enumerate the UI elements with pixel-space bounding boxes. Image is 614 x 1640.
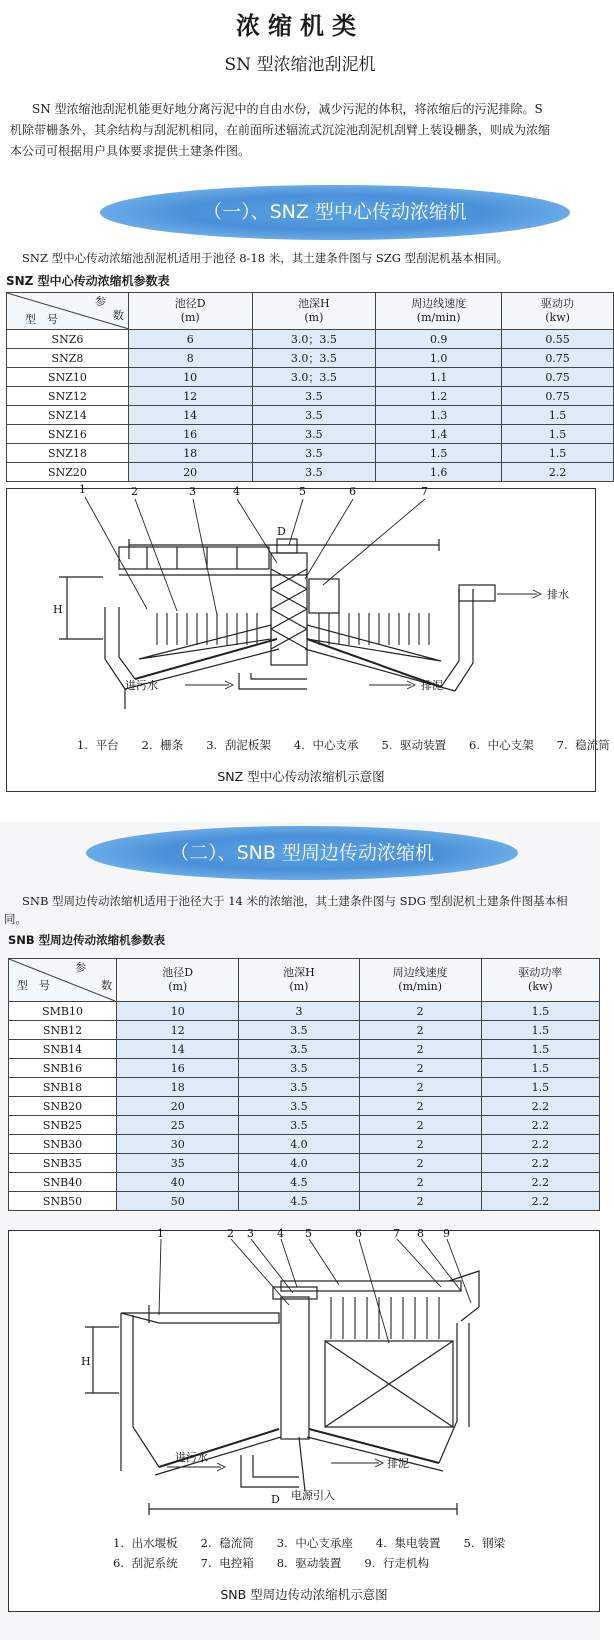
model-cell: SNZ8 — [7, 349, 129, 368]
legend-item: 4. 集电装置 — [375, 1536, 441, 1550]
diameter-cell: 18 — [117, 1078, 239, 1097]
legend-item: 5. 钢梁 — [463, 1536, 506, 1550]
legend-item: 8. 驱动装置 — [276, 1556, 342, 1570]
diameter-cell: 20 — [117, 1097, 239, 1116]
table-row — [7, 444, 614, 463]
power-cell: 0.55 — [502, 330, 614, 349]
model-cell: SNB16 — [9, 1059, 117, 1078]
callout-number: 1 — [157, 1227, 164, 1240]
diameter-cell: 8 — [128, 349, 252, 368]
sludge-out-label: 排泥 — [387, 1457, 409, 1470]
header-label-can: 参 — [75, 961, 87, 974]
diameter-cell: 30 — [117, 1135, 239, 1154]
outlet-label: 排水 — [547, 588, 569, 601]
power-cell: 1.5 — [481, 1021, 599, 1040]
diameter-cell: 16 — [117, 1059, 239, 1078]
dimension-h-label: H — [53, 603, 63, 616]
intro-line: SN 型浓缩池刮泥机能更好地分离污泥中的自由水份，减少污泥的体积，将浓缩后的污泥排除。S — [32, 102, 543, 116]
model-cell: SNB40 — [9, 1173, 117, 1192]
depth-cell: 3 — [239, 1002, 359, 1021]
snz-description: SNZ 型中心传动浓缩池刮泥机适用于池径 8-18 米，其土建条件图与 SZG 型刮泥机基本相同。 — [22, 251, 509, 265]
sludge-out-label: 排泥 — [421, 679, 443, 692]
legend-item: 4. 中心支承 — [293, 738, 359, 752]
snb-description-cont: 同。 — [4, 912, 27, 926]
depth-cell: 3.5 — [252, 444, 376, 463]
table-row — [7, 463, 614, 482]
snz-figure-caption: SNZ 型中心传动浓缩机示意图 — [217, 769, 385, 784]
column-header-power: 驱动功 (kw) — [502, 293, 614, 330]
legend-item: 5. 驱动装置 — [381, 738, 447, 752]
snb-legend-row2 — [113, 1555, 429, 1571]
model-cell: SNB50 — [9, 1192, 117, 1211]
column-header-depth: 池深H (m) — [252, 293, 376, 330]
speed-cell: 1.4 — [376, 425, 502, 444]
table-row — [9, 1116, 600, 1135]
header-label-shu: 数 — [101, 979, 113, 992]
column-header-power: 驱动功率 (kw) — [481, 959, 599, 1002]
callout-number: 5 — [299, 485, 306, 498]
dimension-d-label: D — [271, 1493, 280, 1506]
table-row — [9, 1040, 600, 1059]
diameter-cell: 20 — [128, 463, 252, 482]
table-row — [9, 1002, 600, 1021]
power-cell: 2.2 — [481, 1154, 599, 1173]
model-cell: SNZ10 — [7, 368, 129, 387]
inlet-label: 进污水 — [175, 1451, 208, 1464]
power-cell: 2.2 — [481, 1192, 599, 1211]
table-header-diagonal — [7, 293, 129, 330]
snb-figure-caption: SNB 型周边传动浓缩机示意图 — [220, 1587, 388, 1602]
snb-figure — [8, 1227, 600, 1612]
speed-cell: 2 — [359, 1135, 481, 1154]
legend-item: 2. 稳流筒 — [200, 1536, 254, 1550]
diameter-cell: 12 — [117, 1021, 239, 1040]
table-header-diagonal — [9, 959, 117, 1002]
column-header-speed: 周边线速度 (m/min) — [359, 959, 481, 1002]
table-row — [9, 1021, 600, 1040]
diameter-cell: 10 — [117, 1002, 239, 1021]
speed-cell: 0.9 — [376, 330, 502, 349]
table-row — [9, 1173, 600, 1192]
speed-cell: 2 — [359, 1154, 481, 1173]
header-label-model: 型 号 — [25, 313, 58, 326]
legend-item: 7. 稳流筒 — [556, 738, 610, 752]
legend-item: 1. 平台 — [77, 738, 119, 752]
depth-cell: 3.5 — [252, 425, 376, 444]
intro-line: 本公司可根据用户具体要求提供土建条件图。 — [10, 144, 251, 158]
intro-line: 机除带栅条外，其余结构与刮泥机相同，在前面所述辐流式沉淀池刮泥机刮臂上装设栅条，则成为浓缩 — [10, 123, 551, 137]
inlet-label: 进污水 — [125, 679, 158, 692]
speed-cell: 2 — [359, 1059, 481, 1078]
depth-cell: 4.5 — [239, 1173, 359, 1192]
speed-cell: 2 — [359, 1192, 481, 1211]
table-row — [9, 1135, 600, 1154]
model-cell: SNB18 — [9, 1078, 117, 1097]
callout-number: 7 — [421, 485, 428, 498]
depth-cell: 3.5 — [252, 463, 376, 482]
speed-cell: 2 — [359, 1078, 481, 1097]
model-cell: SNB14 — [9, 1040, 117, 1059]
diameter-cell: 18 — [128, 444, 252, 463]
callout-number: 8 — [417, 1227, 424, 1240]
power-cell: 0.75 — [502, 368, 614, 387]
dimension-d-label: D — [277, 525, 286, 538]
table-row — [7, 425, 614, 444]
speed-cell: 2 — [359, 1097, 481, 1116]
model-cell: SNZ16 — [7, 425, 129, 444]
power-cell: 0.75 — [502, 349, 614, 368]
depth-cell: 3.5 — [252, 406, 376, 425]
column-header-diameter: 池径D (m) — [128, 293, 252, 330]
model-cell: SNZ6 — [7, 330, 129, 349]
diameter-cell: 35 — [117, 1154, 239, 1173]
depth-cell: 3.5 — [239, 1021, 359, 1040]
power-cell: 0.75 — [502, 387, 614, 406]
table-row — [7, 368, 614, 387]
callout-number: 6 — [355, 1227, 362, 1240]
table-row — [9, 1078, 600, 1097]
power-cell: 1.5 — [481, 1002, 599, 1021]
speed-cell: 1.5 — [376, 444, 502, 463]
model-cell: SNB12 — [9, 1021, 117, 1040]
diameter-cell: 14 — [117, 1040, 239, 1059]
header-label-can: 参 — [94, 295, 106, 308]
header-label-model: 型 号 — [17, 979, 50, 992]
callout-number: 2 — [131, 485, 138, 498]
model-cell: SNZ18 — [7, 444, 129, 463]
section-banner-snz: （一）、SNZ 型中心传动浓缩机 — [100, 185, 570, 240]
depth-cell: 4.0 — [239, 1135, 359, 1154]
snb-param-table — [8, 958, 600, 1211]
diameter-cell: 16 — [128, 425, 252, 444]
model-cell: SNB20 — [9, 1097, 117, 1116]
diameter-cell: 50 — [117, 1192, 239, 1211]
table-row — [7, 406, 614, 425]
snb-description: SNB 型周边传动浓缩机适用于池径大于 14 米的浓缩池，其土建条件图与 SDG 型刮泥机土建条件图基本相 — [22, 894, 568, 908]
power-cell: 1.5 — [502, 425, 614, 444]
diameter-cell: 14 — [128, 406, 252, 425]
table-row — [7, 349, 614, 368]
column-header-speed: 周边线速度 (m/min) — [376, 293, 502, 330]
callout-number: 9 — [443, 1227, 450, 1240]
power-cell: 1.5 — [481, 1059, 599, 1078]
model-cell: SNB35 — [9, 1154, 117, 1173]
legend-item: 6. 中心支架 — [469, 738, 534, 752]
column-header-depth: 池深H (m) — [239, 959, 359, 1002]
model-cell: SNB30 — [9, 1135, 117, 1154]
snz-table-title: SNZ 型中心传动浓缩机参数表 — [6, 274, 170, 288]
intro-paragraph — [10, 99, 600, 162]
power-cell: 1.5 — [481, 1040, 599, 1059]
page-subtitle: SN 型浓缩池刮泥机 — [224, 55, 376, 75]
dimension-h-label: H — [81, 1355, 91, 1368]
header-label-shu: 数 — [112, 309, 124, 322]
column-header-diameter: 池径D (m) — [117, 959, 239, 1002]
power-cell: 2.2 — [481, 1135, 599, 1154]
table-row — [9, 1192, 600, 1211]
model-cell: SNB25 — [9, 1116, 117, 1135]
depth-cell: 4.0 — [239, 1154, 359, 1173]
power-cell: 2.2 — [481, 1097, 599, 1116]
snb-schematic — [9, 1227, 599, 1531]
depth-cell: 3.0；3.5 — [252, 330, 376, 349]
legend-item: 6. 刮泥系统 — [113, 1556, 178, 1570]
depth-cell: 3.0；3.5 — [252, 368, 376, 387]
callout-number: 3 — [247, 1227, 254, 1240]
speed-cell: 2 — [359, 1040, 481, 1059]
diameter-cell: 10 — [128, 368, 252, 387]
snb-table-title: SNB 型周边传动浓缩机参数表 — [8, 933, 166, 947]
speed-cell: 1.6 — [376, 463, 502, 482]
diameter-cell: 25 — [117, 1116, 239, 1135]
speed-cell: 2 — [359, 1116, 481, 1135]
callout-number: 2 — [227, 1227, 234, 1240]
model-cell: SNZ14 — [7, 406, 129, 425]
callout-number: 7 — [393, 1227, 400, 1240]
legend-item: 7. 电控箱 — [200, 1556, 254, 1570]
model-cell: SNZ20 — [7, 463, 129, 482]
depth-cell: 3.5 — [239, 1059, 359, 1078]
page-title: 浓缩机类 — [236, 11, 364, 40]
legend-item: 3. 中心支承座 — [276, 1536, 353, 1550]
diameter-cell: 40 — [117, 1173, 239, 1192]
speed-cell: 2 — [359, 1002, 481, 1021]
callout-number: 4 — [277, 1227, 284, 1240]
callout-number: 1 — [79, 483, 86, 496]
snz-figure — [6, 483, 610, 792]
power-cell: 1.5 — [481, 1078, 599, 1097]
diameter-cell: 12 — [128, 387, 252, 406]
table-row — [9, 1097, 600, 1116]
speed-cell: 2 — [359, 1021, 481, 1040]
power-cell: 2.2 — [481, 1173, 599, 1192]
callout-number: 5 — [305, 1227, 312, 1240]
speed-cell: 1.0 — [376, 349, 502, 368]
depth-cell: 4.5 — [239, 1192, 359, 1211]
snz-param-table — [6, 292, 614, 482]
table-row — [9, 1154, 600, 1173]
depth-cell: 3.5 — [239, 1116, 359, 1135]
depth-cell: 3.0；3.5 — [252, 349, 376, 368]
snb-legend-row1 — [113, 1535, 505, 1551]
model-cell: SNZ12 — [7, 387, 129, 406]
depth-cell: 3.5 — [239, 1040, 359, 1059]
power-in-label: 电源引入 — [291, 1489, 335, 1502]
power-cell: 2.2 — [502, 463, 614, 482]
section-banner-snb: （二）、SNB 型周边传动浓缩机 — [86, 826, 518, 880]
table-row — [7, 387, 614, 406]
callout-number: 4 — [233, 485, 240, 498]
legend-item: 9. 行走机构 — [364, 1556, 429, 1570]
snz-legend — [77, 737, 610, 753]
speed-cell: 1.3 — [376, 406, 502, 425]
speed-cell: 2 — [359, 1173, 481, 1192]
diameter-cell: 6 — [128, 330, 252, 349]
speed-cell: 1.1 — [376, 368, 502, 387]
legend-item: 3. 刮泥板架 — [206, 738, 271, 752]
power-cell: 1.5 — [502, 444, 614, 463]
callout-number: 6 — [349, 485, 356, 498]
table-row — [7, 330, 614, 349]
callout-number: 3 — [189, 485, 196, 498]
speed-cell: 1.2 — [376, 387, 502, 406]
legend-item: 1. 出水堰板 — [113, 1536, 178, 1550]
power-cell: 1.5 — [502, 406, 614, 425]
table-row — [9, 1059, 600, 1078]
legend-item: 2. 栅条 — [141, 738, 184, 752]
depth-cell: 3.5 — [252, 387, 376, 406]
model-cell: SMB10 — [9, 1002, 117, 1021]
depth-cell: 3.5 — [239, 1078, 359, 1097]
depth-cell: 3.5 — [239, 1097, 359, 1116]
power-cell: 2.2 — [481, 1116, 599, 1135]
